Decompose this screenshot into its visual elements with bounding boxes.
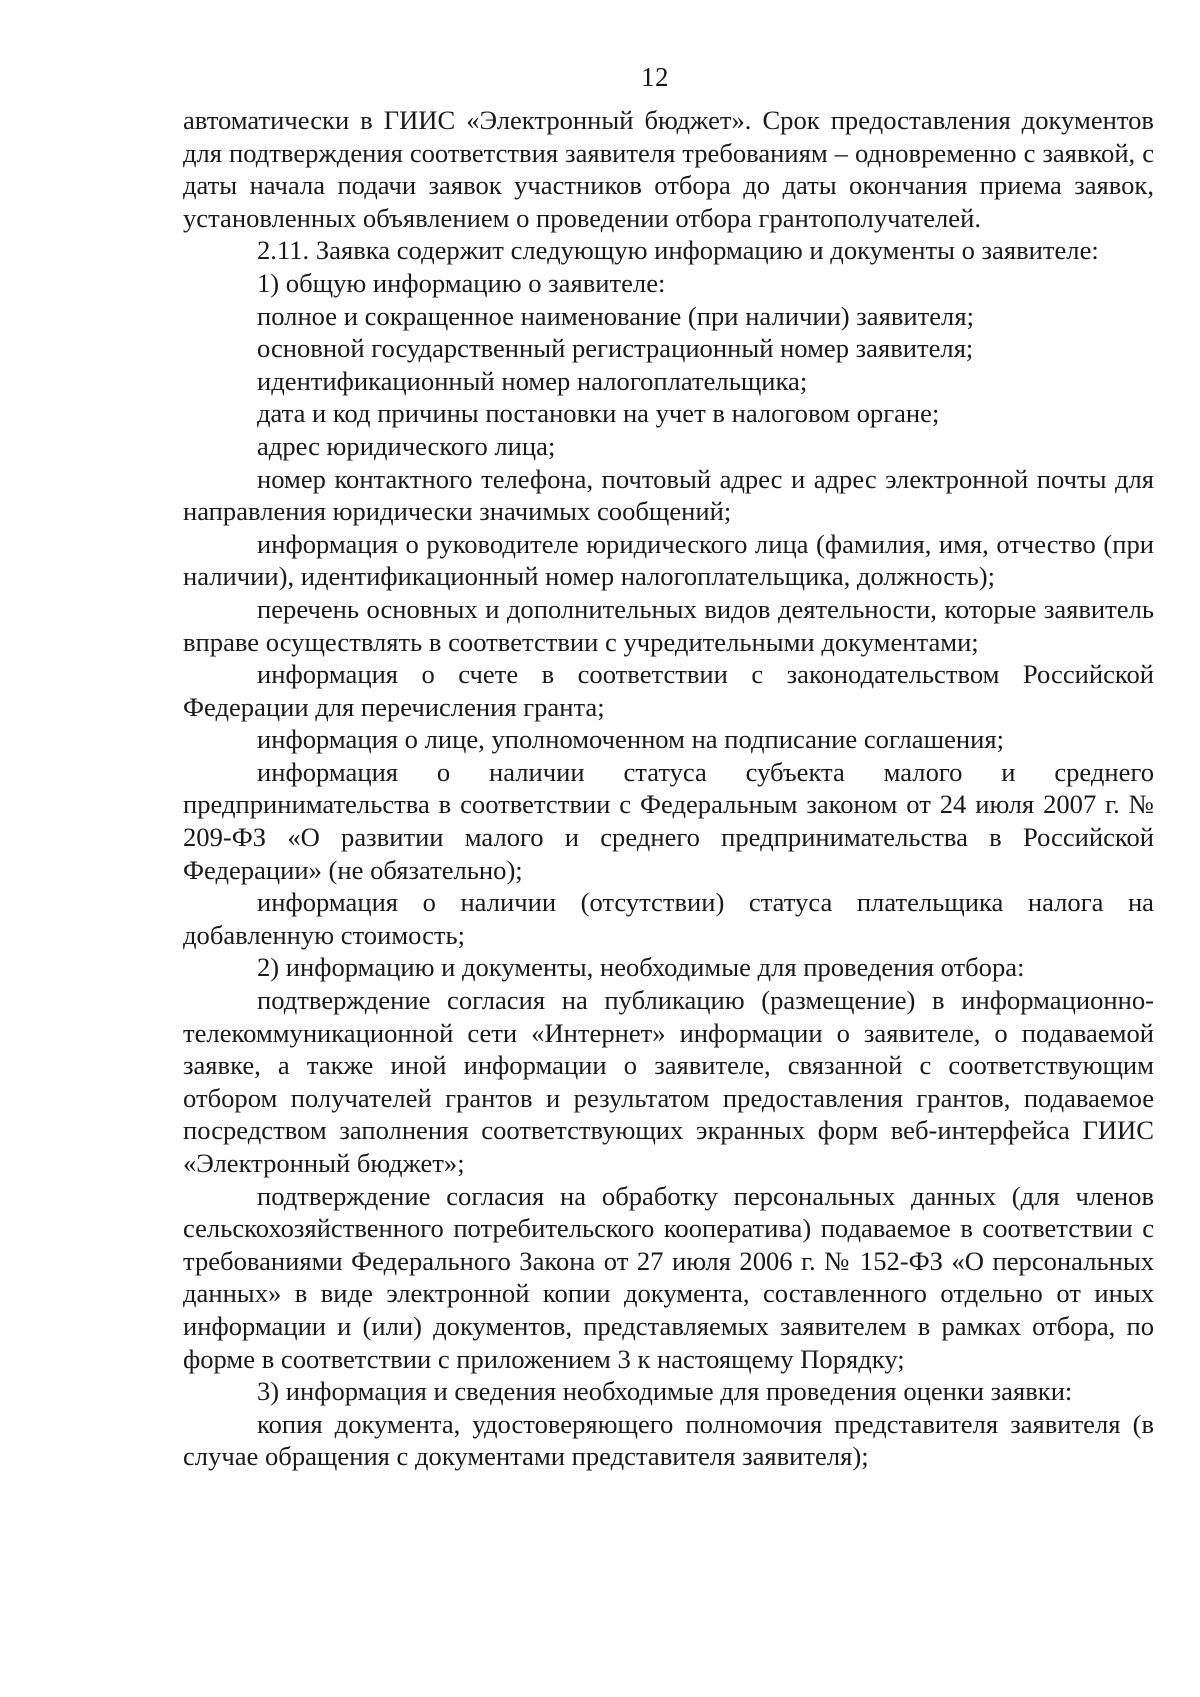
paragraph: автоматически в ГИИС «Электронный бюджет». Срок предоставления документов для подтверждения соответствия заявителя требованиям – одновременно с заявкой, с даты начала подачи заявок участников отбора до даты окончания приема заявок, установленных объявлением о проведении отбора грантополучателей. <box>183 105 1154 233</box>
paragraph: номер контактного телефона, почтовый адрес и адрес электронной почты для направления юридически значимых сообщений; <box>183 463 1154 527</box>
paragraph: информация о наличии статуса субъекта малого и среднего предпринимательства в соответствии с Федеральным законом от 24 июля 2007 г. № 209-ФЗ «О развитии малого и среднего предпринимательства в Российской Федерации» (не обязательно); <box>183 756 1154 885</box>
page-number: 12 <box>641 62 669 92</box>
paragraph: подтверждение согласия на публикацию (размещение) в информационно-телекоммуникационной сети «Интернет» информации о заявителе, о подаваемой заявке, а также иной информации о заявителе, связанной с соответствующим отбором получателей грантов и результатом предоставления грантов, подаваемое посредством заполнения соответствующих экранных форм веб-интерфейса ГИИС «Электронный бюджет»; <box>183 985 1154 1178</box>
paragraph: адрес юридического лица; <box>257 430 556 461</box>
paragraph: 2.11. Заявка содержит следующую информацию и документы о заявителе: <box>257 235 1099 266</box>
paragraph: идентификационный номер налогоплательщика; <box>257 365 808 396</box>
paragraph: дата и код причины постановки на учет в налоговом органе; <box>257 398 940 429</box>
paragraph: 1) общую информацию о заявителе: <box>257 267 666 298</box>
document-body <box>183 104 1154 1473</box>
paragraph: информация о руководителе юридического лица (фамилия, имя, отчество (при наличии), идентификационный номер налогоплательщика, должность); <box>183 528 1154 592</box>
paragraph: копия документа, удостоверяющего полномочия представителя заявителя (в случае обращения с документами представителя заявителя); <box>183 1408 1154 1472</box>
paragraph: основной государственный регистрационный номер заявителя; <box>257 333 974 364</box>
paragraph: полное и сокращенное наименование (при наличии) заявителя; <box>257 300 974 331</box>
paragraph: информация о наличии (отсутствии) статуса плательщика налога на добавленную стоимость; <box>183 887 1154 950</box>
paragraph: перечень основных и дополнительных видов деятельности, которые заявитель вправе осуществлять в соответствии с учредительными документами; <box>183 593 1154 657</box>
paragraph: 3) информация и сведения необходимые для проведения оценки заявки: <box>257 1376 1073 1407</box>
paragraph: информация о лице, уполномоченном на подписание соглашения; <box>257 724 1004 755</box>
paragraph: 2) информацию и документы, необходимые для проведения отбора: <box>257 952 1025 983</box>
paragraph: подтверждение согласия на обработку персональных данных (для членов сельскохозяйственного потребительского кооператива) подаваемое в соответствии с требованиями Федерального Закона от 27 июля 2006 г. № 152-ФЗ «О персональных данных» в виде электронной копии документа, составленного отдельно от иных информации и (или) документов, представляемых заявителем в рамках отбора, по форме в соответствии с приложением 3 к настоящему Порядку; <box>183 1180 1154 1374</box>
paragraph: информация о счете в соответствии с законодательством Российской Федерации для перечисления гранта; <box>183 659 1154 722</box>
